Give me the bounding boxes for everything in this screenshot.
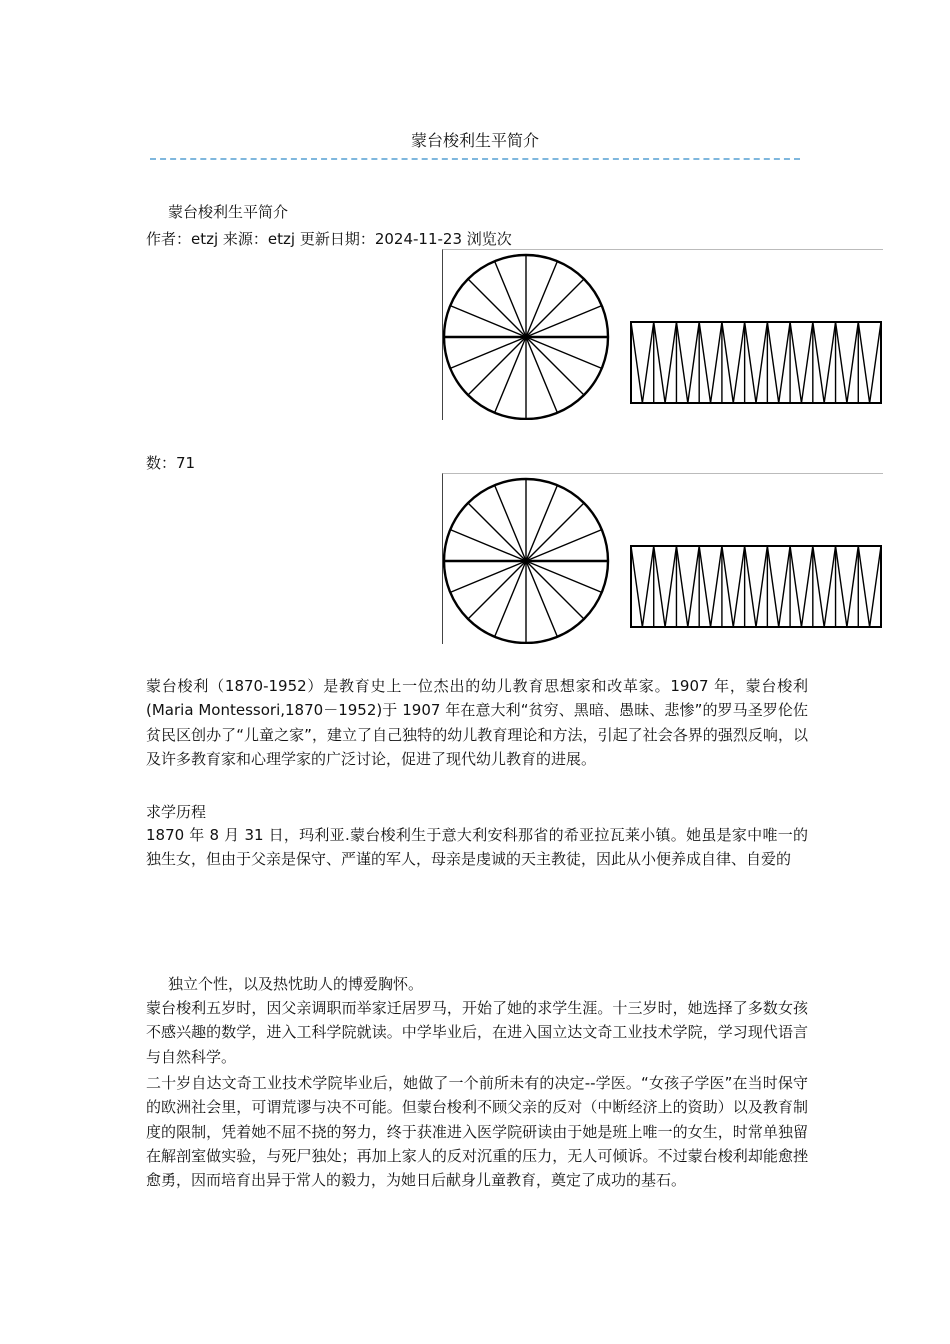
wheel-spoke [468,337,526,395]
zigzag-tooth [676,322,699,403]
medicine-paragraph: 二十岁自达文奇工业技术学院毕业后，她做了一个前所未有的决定--学医。“女孩子学医”在当时保守的欧洲社会里，可谓荒谬与决不可能。但蒙台梭利不顾父亲的反对（中断经济上的资助）以及教育制度的限制，凭着她不屈不挠的努力，终于获准进入医学院研读由于她是班上唯一的女生，时常单独留在解剖室做实验，与死尸独处；再加上家人的反对沉重的压力，无人可倾诉。不过蒙台梭利却能愈挫愈勇，因而培育出异于常人的毅力，为她日后献身儿童教育，奠定了成功的基石。 [146,1074,808,1190]
wheel-zigzag-figure-1 [442,249,883,420]
wheel-spoke [526,561,584,619]
zigzag-tooth [790,546,813,627]
zigzag-tooth [745,322,768,403]
view-count: 数：71 [146,454,196,472]
zigzag-tooth [654,546,677,627]
schooling-paragraph: 蒙台梭利五岁时，因父亲调职而举家迁居罗马，开始了她的求学生涯。十三岁时，她选择了多数女孩不感兴趣的数学，进入工科学院就读。中学毕业后，在进入国立达文奇工业技术学院，学习现代语言与自然科学。 [146,999,808,1066]
wheel-and-zigzag-icon [443,250,883,420]
wheel-spoke [468,503,526,561]
intro-paragraph: 蒙台梭利（1870-1952）是教育史上一位杰出的幼儿教育思想家和改革家。1907 年，蒙台梭利(Maria Montessori,1870－1952)于 1907 年在意大利“贫穷、黑暗、愚昧、悲惨”的罗马圣罗伦佐贫民区创办了“儿童之家”，建立了自己独特的幼儿教育理论和方法，引起了社会各界的强烈反响，以及许多教育家和心理学家的广泛讨论，促进了现代幼儿教育的进展。 [146,677,808,768]
zigzag-tooth [631,322,654,403]
zigzag-tooth [631,546,654,627]
zigzag-tooth [676,546,699,627]
zigzag-tooth [813,322,836,403]
zigzag-tooth [767,322,790,403]
article-meta: 作者：etzj 来源：etzj 更新日期：2024-11-23 浏览次 [146,230,512,248]
zigzag-tooth [722,322,745,403]
zigzag-frame [631,546,881,627]
zigzag-tooth [654,322,677,403]
zigzag-tooth [858,546,881,627]
wheel-spoke [468,561,526,619]
page-title: 蒙台梭利生平简介 [410,131,539,150]
wheel-zigzag-figure-2 [442,473,883,644]
zigzag-tooth [813,546,836,627]
zigzag-frame [631,322,881,403]
zigzag-tooth [767,546,790,627]
wheel-and-zigzag-icon [443,474,883,644]
zigzag-tooth [745,546,768,627]
zigzag-tooth [858,322,881,403]
birth-paragraph: 1870 年 8 月 31 日，玛利亚.蒙台梭利生于意大利安科那省的希亚拉瓦莱小镇。她虽是家中唯一的独生女，但由于父亲是保守、严谨的军人，母亲是虔诚的天主教徒，因此从小便养成自律、自爱的 [146,826,808,869]
zigzag-tooth [699,322,722,403]
continuation-paragraph: 独立个性，以及热忱助人的博爱胸怀。 [168,975,424,993]
wheel-spoke [526,279,584,337]
zigzag-tooth [699,546,722,627]
section-heading: 求学历程 [146,803,207,821]
zigzag-tooth [790,322,813,403]
zigzag-tooth [836,322,859,403]
wheel-spoke [468,279,526,337]
article-subtitle: 蒙台梭利生平简介 [168,203,289,221]
title-divider [150,158,800,160]
wheel-spoke [526,337,584,395]
zigzag-tooth [836,546,859,627]
wheel-spoke [526,503,584,561]
zigzag-tooth [722,546,745,627]
